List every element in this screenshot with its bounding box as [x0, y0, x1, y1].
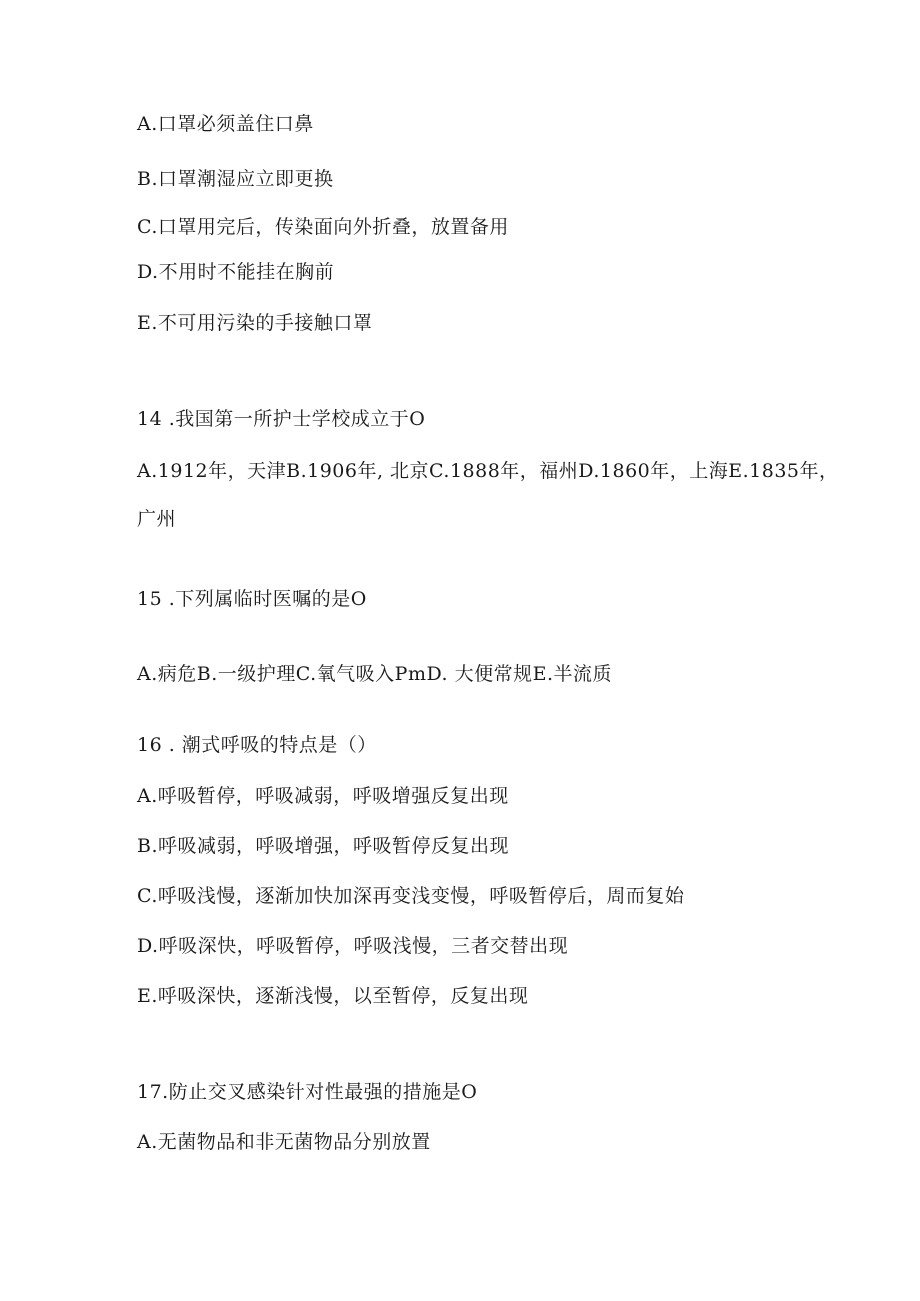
q16-option-d: D.呼吸深快，呼吸暂停，呼吸浅慢，三者交替出现: [137, 935, 569, 957]
q15-options: A.病危B.一级护理C.氧气吸入PmD. 大便常规E.半流质: [137, 663, 613, 685]
q13-option-b: B.口罩潮湿应立即更换: [137, 168, 334, 190]
q16-option-c: C.呼吸浅慢，逐渐加快加深再变浅变慢，呼吸暂停后，周而复始: [137, 885, 685, 907]
q15-stem: 15 .下列属临时医嘱的是O: [137, 588, 367, 610]
q14-options-line2: 广州: [137, 508, 177, 530]
q14-options-line1: A.1912年，天津B.1906年, 北京C.1888年，福州D.1860年，上海E.1835年，: [137, 460, 839, 482]
q17-option-a: A.无菌物品和非无菌物品分别放置: [137, 1131, 431, 1153]
q16-option-e: E.呼吸深快，逐渐浅慢，以至暂停，反复出现: [137, 985, 529, 1007]
q17-stem: 17.防止交叉感染针对性最强的措施是O: [137, 1081, 478, 1103]
q16-option-a: A.呼吸暂停，呼吸减弱，呼吸增强反复出现: [137, 785, 509, 807]
q13-option-e: E.不可用污染的手接触口罩: [137, 312, 373, 334]
q13-option-c: C.口罩用完后，传染面向外折叠，放置备用: [137, 216, 509, 238]
q16-option-b: B.呼吸减弱，呼吸增强，呼吸暂停反复出现: [137, 835, 510, 857]
q13-option-d: D.不用时不能挂在胸前: [137, 261, 335, 283]
q14-stem: 14 .我国第一所护士学校成立于O: [137, 408, 426, 430]
q13-option-a: A.口罩必须盖住口鼻: [137, 113, 314, 135]
q16-stem: 16 . 潮式呼吸的特点是（）: [137, 734, 377, 756]
